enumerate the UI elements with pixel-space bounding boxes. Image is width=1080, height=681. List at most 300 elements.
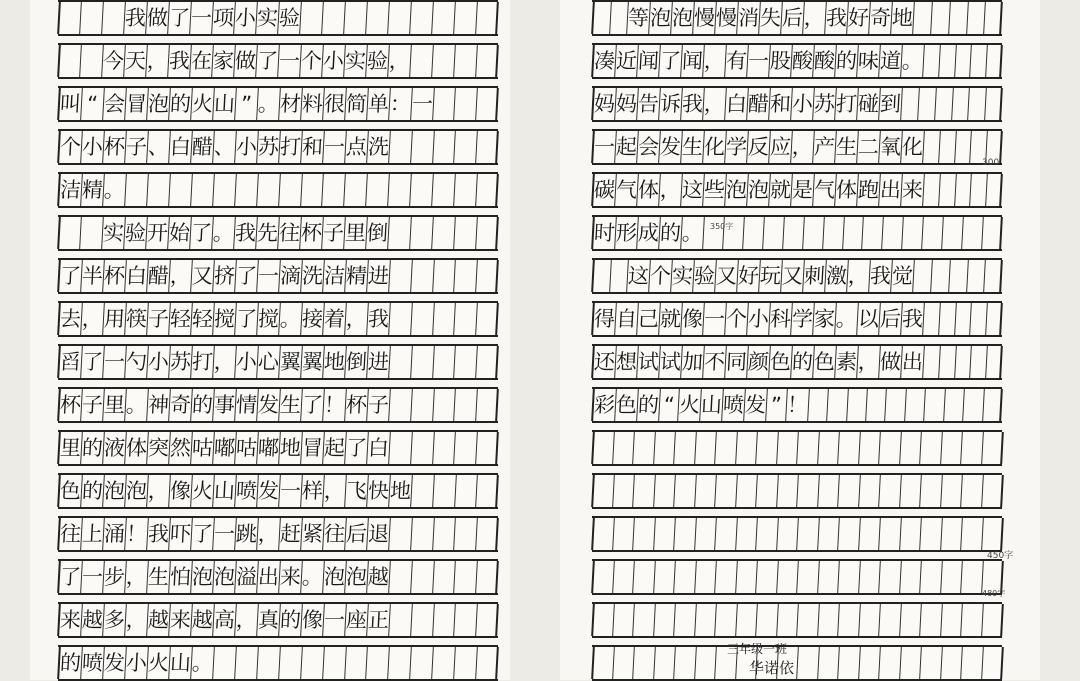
grid-cell — [300, 647, 324, 679]
grid-cell: 搅 — [212, 303, 236, 335]
grid-cell — [591, 2, 610, 34]
grid-cell — [410, 475, 433, 507]
grid-cell — [714, 604, 736, 636]
grid-cell: 小 — [234, 131, 258, 163]
grid-cell: 地 — [322, 346, 346, 378]
grid-cell — [388, 432, 411, 464]
grid-cell: 的 — [57, 647, 82, 679]
grid-cell: 一 — [591, 131, 616, 163]
grid-cell — [981, 432, 1003, 464]
grid-cell — [796, 432, 818, 464]
grid-cell — [632, 475, 654, 507]
grid-cell: 单 — [366, 88, 390, 120]
grid-cell: 告 — [636, 88, 660, 120]
grid-cell: 越 — [80, 604, 104, 636]
left-grid-row — [58, 43, 498, 79]
grid-cell: 喷 — [80, 647, 104, 679]
grid-cell — [256, 174, 280, 206]
grid-cell: 和 — [300, 131, 324, 163]
grid-cell — [735, 604, 757, 636]
grid-cell — [410, 260, 433, 292]
grid-cell — [432, 561, 455, 593]
grid-cell: ， — [856, 346, 880, 378]
grid-cell — [865, 389, 886, 421]
grid-cell: ， — [387, 45, 411, 77]
grid-cell — [802, 217, 824, 249]
grid-cell: 的 — [790, 346, 814, 378]
grid-cell: 的 — [190, 389, 214, 421]
grid-cell: 一 — [322, 604, 346, 636]
grid-cell: 又 — [781, 260, 805, 292]
grid-cell: 近 — [614, 45, 638, 77]
grid-cell: 。 — [124, 389, 148, 421]
grid-cell: ！ — [124, 518, 148, 550]
grid-cell: 一 — [278, 475, 302, 507]
grid-cell: 慢 — [693, 2, 717, 34]
grid-cell — [776, 475, 798, 507]
grid-cell: 酸 — [812, 45, 836, 77]
grid-cell — [940, 518, 962, 550]
grid-cell: 紧 — [300, 518, 324, 550]
grid-cell — [858, 475, 880, 507]
grid-cell — [826, 389, 847, 421]
grid-cell: 。 — [211, 217, 235, 249]
grid-cell — [919, 475, 941, 507]
grid-cell: 反 — [746, 131, 770, 163]
grid-cell — [454, 561, 477, 593]
grid-cell — [387, 2, 411, 34]
grid-cell: 来 — [57, 604, 82, 636]
grid-cell: 情 — [234, 389, 258, 421]
grid-cell: 。 — [900, 45, 924, 77]
grid-cell — [475, 432, 498, 464]
grid-cell — [776, 561, 798, 593]
grid-cell — [673, 475, 695, 507]
grid-cell — [432, 303, 455, 335]
grid-cell: 和 — [768, 88, 792, 120]
grid-cell: 泡 — [724, 174, 748, 206]
grid-cell — [475, 45, 499, 77]
grid-cell — [776, 432, 798, 464]
grid-cell: 。 — [834, 303, 858, 335]
grid-cell: 奇 — [168, 389, 192, 421]
grid-cell — [984, 88, 1003, 120]
grid-cell: ， — [322, 475, 346, 507]
grid-cell: 好 — [847, 2, 871, 34]
grid-cell: 后 — [878, 303, 902, 335]
grid-cell — [344, 647, 368, 679]
grid-cell — [632, 561, 654, 593]
grid-cell: 出 — [256, 561, 280, 593]
grid-cell: 洁 — [322, 260, 346, 292]
grid-cell: 跑 — [856, 174, 880, 206]
grid-cell: 时 — [591, 217, 616, 249]
grid-cell — [366, 647, 390, 679]
grid-cell — [673, 432, 695, 464]
grid-cell — [796, 647, 818, 679]
grid-cell — [755, 561, 777, 593]
grid-cell — [917, 88, 936, 120]
grid-cell: 发 — [256, 475, 280, 507]
grid-cell — [124, 174, 148, 206]
grid-cell: 来 — [278, 561, 302, 593]
grid-cell: 、 — [146, 131, 170, 163]
grid-cell: 我 — [825, 2, 849, 34]
right-grid-row — [592, 473, 1002, 509]
grid-cell: 点 — [344, 131, 368, 163]
grid-cell — [694, 647, 716, 679]
grid-cell: 化 — [702, 131, 726, 163]
grid-cell: 像 — [680, 303, 704, 335]
grid-cell: 生 — [278, 389, 302, 421]
grid-cell — [388, 604, 411, 636]
grid-cell — [940, 561, 962, 593]
grid-cell: ， — [146, 475, 170, 507]
grid-cell — [432, 260, 455, 292]
grid-cell — [940, 647, 962, 679]
grid-cell: 洗 — [366, 131, 390, 163]
grid-cell: 应 — [768, 131, 792, 163]
grid-cell — [983, 260, 1002, 292]
grid-cell — [919, 518, 941, 550]
grid-cell — [79, 45, 103, 77]
grid-cell: 精 — [344, 260, 368, 292]
grid-cell — [776, 604, 798, 636]
grid-cell: 样 — [300, 475, 324, 507]
grid-cell — [673, 647, 695, 679]
grid-cell — [146, 174, 170, 206]
grid-cell — [57, 2, 81, 34]
grid-cell: 赶 — [278, 518, 302, 550]
grid-cell: 验 — [123, 217, 147, 249]
grid-cell: 了 — [190, 518, 214, 550]
grid-cell — [453, 647, 477, 679]
grid-cell — [960, 604, 982, 636]
grid-cell — [475, 346, 498, 378]
grid-cell: 妈 — [614, 88, 638, 120]
grid-cell — [432, 389, 455, 421]
grid-cell — [919, 604, 941, 636]
grid-cell: 怕 — [168, 561, 192, 593]
grid-cell: 失 — [759, 2, 783, 34]
grid-cell: 二 — [856, 131, 880, 163]
grid-cell — [837, 561, 859, 593]
grid-cell: ， — [212, 346, 236, 378]
left-grid-row — [58, 129, 498, 165]
grid-cell: 打 — [834, 88, 858, 120]
grid-cell — [612, 604, 634, 636]
grid-cell — [940, 432, 962, 464]
grid-cell — [807, 389, 828, 421]
grid-cell — [941, 217, 963, 249]
grid-cell: 里 — [102, 389, 126, 421]
grid-cell: 酸 — [790, 45, 814, 77]
grid-cell: 小 — [790, 88, 814, 120]
right-grid-row — [592, 43, 1002, 79]
grid-cell — [714, 432, 736, 464]
grid-cell: 实 — [101, 217, 125, 249]
grid-cell: 一 — [189, 2, 213, 34]
grid-cell — [388, 260, 411, 292]
grid-cell: 涌 — [102, 518, 126, 550]
grid-cell — [817, 518, 839, 550]
grid-cell — [212, 647, 236, 679]
grid-cell: 一 — [102, 346, 126, 378]
grid-cell — [454, 260, 477, 292]
grid-cell: ” — [234, 88, 257, 120]
grid-cell: 闻 — [636, 45, 660, 77]
grid-cell: 以 — [856, 303, 880, 335]
grid-cell: 苏 — [812, 88, 836, 120]
grid-cell — [454, 432, 477, 464]
grid-cell: 冒 — [124, 88, 148, 120]
left-grid-row — [58, 473, 498, 509]
grid-cell — [899, 475, 921, 507]
grid-cell — [299, 2, 323, 34]
grid-cell: 神 — [146, 389, 170, 421]
grid-cell — [782, 217, 804, 249]
grid-cell — [431, 2, 455, 34]
grid-cell: 倒 — [344, 346, 368, 378]
right-grid-row — [592, 645, 1002, 681]
grid-cell — [632, 432, 654, 464]
grid-cell — [776, 518, 798, 550]
grid-cell — [982, 389, 1003, 421]
grid-cell: 子 — [146, 303, 170, 335]
grid-cell: 飞 — [344, 475, 368, 507]
grid-cell: 有 — [724, 45, 748, 77]
grid-cell — [694, 604, 716, 636]
grid-cell — [475, 604, 498, 636]
grid-cell: 验 — [365, 45, 389, 77]
left-grid-row — [58, 301, 498, 337]
grid-cell: 加 — [680, 346, 704, 378]
grid-cell: 了 — [234, 303, 258, 335]
grid-cell: 了 — [658, 45, 682, 77]
grid-cell: 这 — [627, 260, 651, 292]
grid-cell: 就 — [658, 303, 682, 335]
grid-cell: 后 — [781, 2, 805, 34]
grid-cell — [343, 2, 367, 34]
grid-cell: 高 — [212, 604, 236, 636]
grid-cell: 打 — [278, 131, 302, 163]
grid-cell: 生 — [834, 131, 858, 163]
grid-cell — [410, 432, 433, 464]
grid-cell: 我 — [869, 260, 893, 292]
grid-cell: 、 — [212, 131, 236, 163]
grid-cell — [410, 518, 433, 550]
grid-cell: 闻 — [680, 45, 704, 77]
grid-cell: 杯 — [57, 389, 82, 421]
grid-cell: 科 — [768, 303, 792, 335]
grid-cell — [475, 475, 498, 507]
grid-cell: 。 — [278, 303, 302, 335]
grid-cell — [431, 647, 455, 679]
grid-cell: 了 — [189, 217, 213, 249]
grid-cell — [387, 217, 411, 249]
grid-cell — [454, 518, 477, 550]
grid-cell — [796, 518, 818, 550]
grid-cell: 咕 — [190, 432, 214, 464]
grid-cell: 料 — [300, 88, 324, 120]
grid-cell — [409, 174, 433, 206]
grid-cell: 泡 — [102, 475, 126, 507]
grid-cell — [858, 604, 880, 636]
grid-cell — [981, 647, 1003, 679]
grid-cell — [862, 217, 884, 249]
grid-cell: ， — [256, 518, 280, 550]
left-grid-row — [58, 645, 498, 681]
grid-cell — [388, 389, 411, 421]
grid-cell — [431, 45, 455, 77]
grid-cell — [475, 518, 498, 550]
grid-cell: 苏 — [256, 131, 280, 163]
grid-cell: 火 — [678, 389, 702, 421]
grid-cell: 诉 — [658, 88, 682, 120]
grid-cell: 半 — [80, 260, 104, 292]
grid-cell: 了 — [57, 260, 82, 292]
grid-cell — [735, 518, 757, 550]
grid-cell: 白 — [366, 432, 390, 464]
class-signature: 三年级一班 — [727, 642, 788, 656]
grid-cell — [432, 475, 455, 507]
grid-cell — [344, 174, 368, 206]
grid-cell: 发 — [102, 647, 126, 679]
left-grid-row — [58, 0, 498, 36]
grid-cell — [985, 174, 1002, 206]
grid-cell: 真 — [256, 604, 280, 636]
grid-cell — [453, 174, 477, 206]
grid-cell: 的 — [658, 217, 682, 249]
grid-cell — [653, 561, 675, 593]
grid-cell — [934, 88, 953, 120]
grid-cell: 嘟 — [212, 432, 236, 464]
grid-cell: 一 — [322, 131, 346, 163]
grid-cell: 一 — [212, 518, 236, 550]
grid-cell — [922, 303, 939, 335]
grid-cell: 学 — [724, 131, 748, 163]
grid-cell — [985, 303, 1002, 335]
grid-cell — [256, 647, 280, 679]
grid-cell — [966, 260, 985, 292]
grid-cell — [388, 346, 411, 378]
grid-cell: ， — [168, 260, 192, 292]
grid-cell — [960, 518, 982, 550]
grid-cell: 起 — [322, 432, 346, 464]
grid-cell — [940, 604, 962, 636]
grid-cell: 等 — [627, 2, 651, 34]
grid-cell: ， — [344, 303, 368, 335]
grid-cell: 翼 — [278, 346, 302, 378]
grid-cell: 好 — [737, 260, 761, 292]
grid-cell: ， — [790, 131, 814, 163]
grid-cell: 做 — [878, 346, 902, 378]
right-grid-row — [592, 172, 1002, 208]
grid-cell — [817, 432, 839, 464]
grid-cell — [234, 647, 258, 679]
grid-cell — [938, 303, 955, 335]
grid-cell: 跳 — [234, 518, 258, 550]
grid-cell — [410, 346, 433, 378]
grid-cell — [475, 174, 499, 206]
grid-cell: 同 — [724, 346, 748, 378]
left-grid-row — [58, 86, 498, 122]
grid-cell: 液 — [102, 432, 126, 464]
grid-cell: 激 — [825, 260, 849, 292]
grid-cell: 气 — [812, 174, 836, 206]
grid-cell: 山 — [168, 647, 192, 679]
grid-cell: 筷 — [124, 303, 148, 335]
grid-cell: 彩 — [591, 389, 616, 421]
grid-cell — [796, 604, 818, 636]
grid-cell: 醋 — [746, 88, 770, 120]
grid-cell: 化 — [900, 131, 924, 163]
grid-cell: 精 — [80, 174, 104, 206]
grid-cell: 又 — [190, 260, 214, 292]
grid-cell — [409, 647, 433, 679]
grid-cell — [79, 217, 103, 249]
grid-cell: 。 — [680, 217, 704, 249]
grid-cell — [913, 2, 932, 34]
grid-cell — [475, 88, 498, 120]
grid-cell: 一 — [746, 45, 770, 77]
grid-cell: 小 — [146, 346, 170, 378]
grid-cell: 打 — [190, 346, 214, 378]
grid-cell: 个 — [724, 303, 748, 335]
grid-cell: 嘟 — [256, 432, 280, 464]
grid-cell: 凑 — [591, 45, 616, 77]
grid-cell — [735, 432, 757, 464]
grid-cell — [694, 561, 716, 593]
grid-cell — [453, 45, 477, 77]
grid-cell — [57, 217, 81, 249]
grid-cell — [938, 174, 955, 206]
grid-cell: 泡 — [190, 561, 214, 593]
grid-cell: 简 — [344, 88, 368, 120]
grid-cell: 轻 — [168, 303, 192, 335]
grid-cell: 吓 — [168, 518, 192, 550]
grid-cell — [278, 647, 302, 679]
grid-cell: 山 — [212, 475, 236, 507]
grid-cell: 用 — [102, 303, 126, 335]
grid-cell: 山 — [700, 389, 724, 421]
grid-cell — [985, 45, 1002, 77]
grid-cell: 里 — [57, 432, 82, 464]
grid-cell — [409, 2, 433, 34]
grid-cell — [913, 260, 932, 292]
grid-cell: 出 — [878, 174, 902, 206]
grid-cell — [938, 346, 955, 378]
grid-cell: 像 — [168, 475, 192, 507]
grid-cell: 试 — [658, 346, 682, 378]
grid-cell: 了 — [167, 2, 191, 34]
grid-cell — [901, 217, 923, 249]
grid-cell — [322, 647, 346, 679]
grid-cell: 了 — [255, 45, 279, 77]
grid-cell — [962, 389, 983, 421]
grid-cell — [755, 604, 777, 636]
grid-cell: 越 — [146, 604, 170, 636]
grid-cell: 山 — [212, 88, 236, 120]
grid-cell: 的 — [636, 389, 660, 421]
left-grid-row — [58, 344, 498, 380]
grid-cell: 正 — [366, 604, 390, 636]
grid-cell: 会 — [102, 88, 126, 120]
left-grid-row — [58, 602, 498, 638]
grid-cell: 实 — [255, 2, 279, 34]
grid-cell — [966, 2, 985, 34]
grid-cell — [938, 45, 955, 77]
